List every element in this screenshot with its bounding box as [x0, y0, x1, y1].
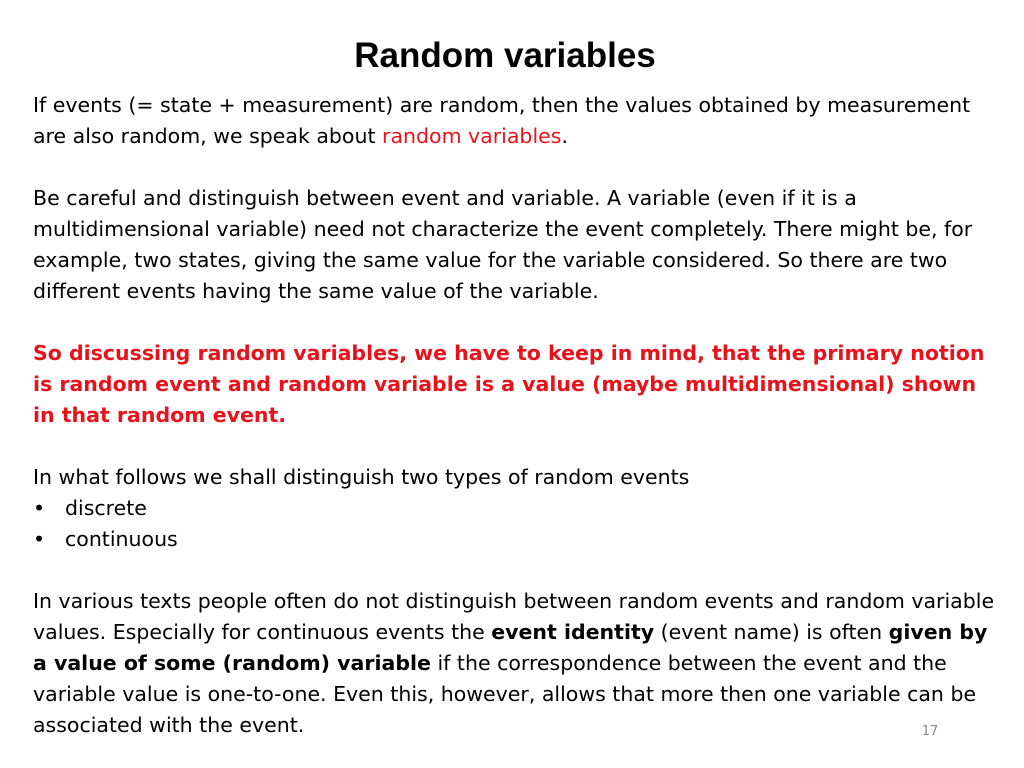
event-identity-emphasis: event identity [491, 620, 655, 644]
event-types-list [33, 493, 998, 555]
paragraph-key-notion: So discussing random variables, we have to keep in mind, that the primary notion is random event and random variable is a value (maybe multidimensional) shown in that random event. [33, 341, 985, 427]
list-item [33, 524, 998, 555]
list-item-label: continuous [65, 527, 178, 551]
bullet-icon: • [33, 527, 46, 551]
slide-body [33, 90, 998, 741]
paragraph-caution: Be careful and distinguish between event and variable. A variable (even if it is a multidimensional variable) need not characterize the event completely. There might be, for example, two states, giving the same value for the variable considered. So there are two different events having the same value of the variable. [33, 186, 973, 303]
random-variables-highlight: random variables [382, 124, 562, 148]
slide-title: Random variables [354, 36, 656, 75]
paragraph-intro-end: . [561, 124, 568, 148]
list-item-label: discrete [65, 496, 147, 520]
paragraph-intro-text: If events (= state + measurement) are random, then the values obtained by measurement are also random, we speak about [33, 93, 971, 148]
paragraph-texts [33, 586, 998, 741]
page-number: 17 [921, 724, 939, 739]
value-emphasis: given by a value of some (random) variable [33, 620, 988, 675]
paragraph-texts-e: if the correspondence between the event and the variable value is one-to-one. Even this, however, allows that more then one variable can be associated with the event. [33, 651, 977, 737]
list-item [33, 493, 998, 524]
paragraph-texts-c: (event name) is often [654, 620, 889, 644]
bullet-icon: • [33, 496, 46, 520]
paragraph-texts-a: In various texts people often do not distinguish between random events and random variable values. Especially for continuous events the [33, 589, 995, 644]
paragraph-intro [33, 90, 998, 152]
paragraph-types-intro: In what follows we shall distinguish two types of random events [33, 465, 690, 489]
